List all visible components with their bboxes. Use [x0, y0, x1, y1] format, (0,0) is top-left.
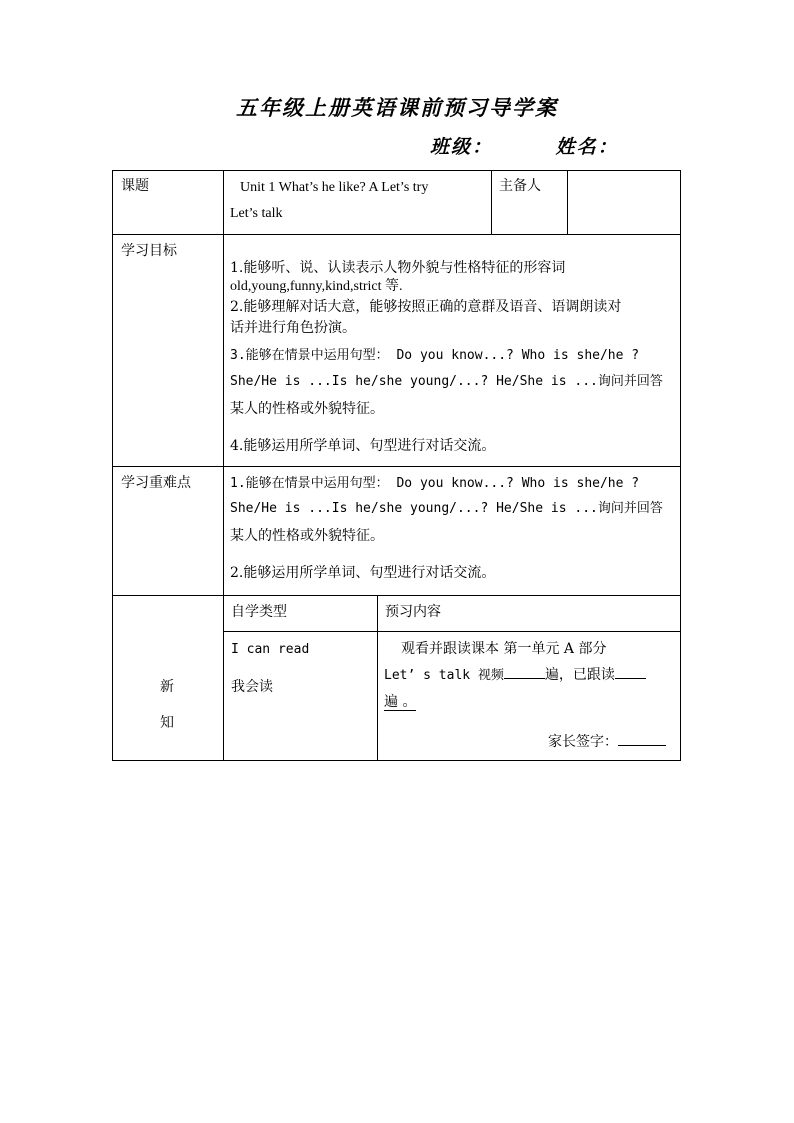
topic-label: 课题 — [121, 178, 149, 194]
preview-content-line3 — [384, 691, 416, 713]
key-point-line: 1.能够在情景中运用句型： Do you know...? Who is she/he ? — [230, 476, 640, 491]
goal-line: 某人的性格或外貌特征。 — [230, 401, 384, 417]
table-border-bottom — [112, 760, 681, 761]
page-title: 五年级上册英语课前预习导学案 — [236, 95, 558, 120]
parent-signature-label: 家长签字： — [548, 734, 618, 750]
row-divider — [112, 234, 681, 235]
row-divider — [112, 466, 681, 467]
preview-content-line3-text: 遍 。 — [384, 694, 417, 710]
preview-content-line2a: Let’ s talk 视频 — [384, 668, 504, 683]
row-divider — [112, 595, 681, 596]
row-divider — [223, 631, 681, 632]
goal-line: 2.能够理解对话大意，能够按照正确的意群及语音、语调朗读对 — [230, 299, 622, 315]
table-border-left — [112, 170, 113, 761]
watch-count-blank[interactable] — [504, 664, 545, 679]
goal-line: 话并进行角色扮演。 — [230, 320, 356, 336]
preview-content-line1: 观看并跟读课本 第一单元 A 部分 — [401, 641, 607, 657]
name-label: 姓名： — [555, 136, 619, 158]
col-divider — [567, 170, 568, 234]
class-label: 班级： — [430, 136, 494, 158]
topic-value-line1: Unit 1 What’s he like? A Let’s try — [240, 180, 429, 195]
goal-line: She/He is ...Is he/she young/...? He/She is ...询问并回答 — [230, 374, 663, 389]
table-border-right — [680, 170, 681, 761]
parent-signature — [548, 731, 666, 753]
preview-content-line2 — [384, 664, 646, 687]
col-divider — [491, 170, 492, 234]
table-border-top — [112, 170, 681, 171]
topic-value-line2: Let’s talk — [230, 206, 283, 221]
read-count-blank[interactable] — [615, 664, 646, 679]
new-knowledge-label-1: 新 — [160, 679, 174, 695]
col-divider — [223, 170, 224, 761]
self-study-type-header: 自学类型 — [231, 604, 287, 620]
preview-content-line2b: 遍，已跟读 — [544, 667, 615, 683]
goals-label: 学习目标 — [121, 243, 177, 259]
parent-signature-blank[interactable] — [618, 731, 666, 746]
preview-content-header: 预习内容 — [385, 604, 441, 620]
study-type-zh: 我会读 — [231, 679, 273, 695]
col-divider — [377, 595, 378, 761]
key-point-line: 2.能够运用所学单词、句型进行对话交流。 — [230, 565, 496, 581]
goal-line: old,young,funny,kind,strict 等. — [230, 279, 403, 294]
new-knowledge-label-2: 知 — [160, 715, 174, 731]
key-point-line: She/He is ...Is he/she young/...? He/She is ...询问并回答 — [230, 501, 663, 516]
lead-label: 主备人 — [499, 178, 541, 194]
study-type-en: I can read — [231, 642, 310, 657]
goal-line: 1.能够听、说、认读表示人物外貌与性格特征的形容词 — [230, 260, 566, 276]
goal-line: 4.能够运用所学单词、句型进行对话交流。 — [230, 438, 496, 454]
key-points-label: 学习重难点 — [121, 475, 191, 491]
goal-line: 3.能够在情景中运用句型： Do you know...? Who is she/he ? — [230, 348, 640, 363]
student-info-line — [430, 132, 619, 159]
key-point-line: 某人的性格或外貌特征。 — [230, 528, 384, 544]
